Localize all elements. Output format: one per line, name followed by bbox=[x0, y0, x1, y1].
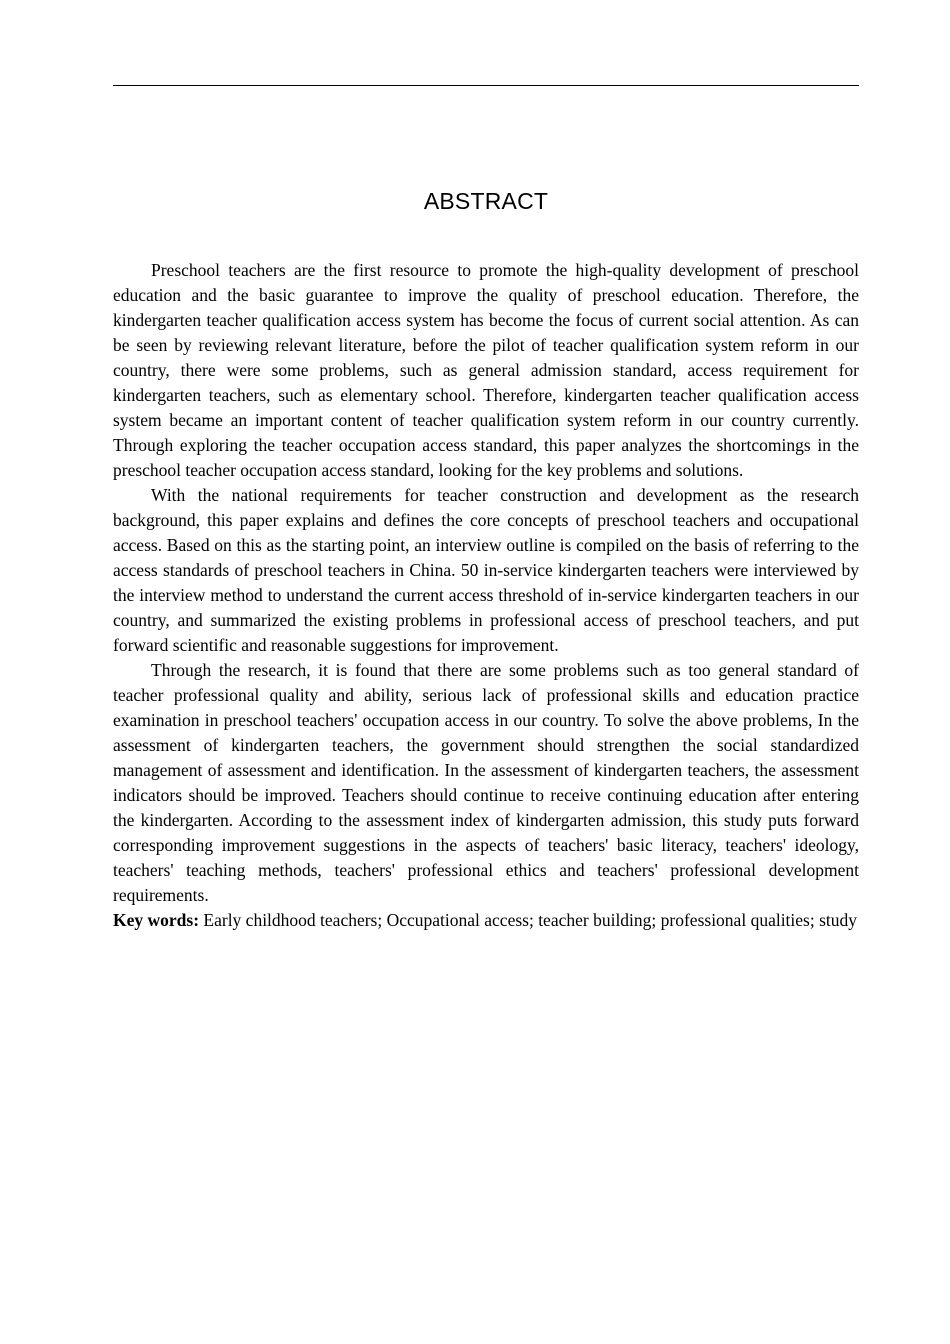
keywords-line bbox=[113, 908, 859, 933]
abstract-paragraph-2: With the national requirements for teacher construction and development as the research background, this paper explains and defines the core concepts of preschool teachers and occupational access. Based on this as the starting point, an interview outline is compiled on the basis of referring to the access standards of preschool teachers in China. 50 in-service kindergarten teachers were interviewed by the interview method to understand the current access threshold of in-service kindergarten teachers in our country, and summarized the existing problems in professional access of preschool teachers, and put forward scientific and reasonable suggestions for improvement. bbox=[113, 485, 859, 655]
keywords-text: Early childhood teachers; Occupational access; teacher building; professional qualities; study bbox=[203, 910, 858, 930]
page-title: ABSTRACT bbox=[423, 188, 549, 214]
abstract-paragraph-1: Preschool teachers are the first resource to promote the high-quality development of preschool education and the basic guarantee to improve the quality of preschool education. Therefore, the kindergarten teacher qualification access system has become the focus of current social attention. As can be seen by reviewing relevant literature, before the pilot of teacher qualification system reform in our country, there were some problems, such as general admission standard, access requirement for kindergarten teachers, such as elementary school. Therefore, kindergarten teacher qualification access system became an important content of teacher qualification system reform in our country currently. Through exploring the teacher occupation access standard, this paper analyzes the shortcomings in the preschool teacher occupation access standard, looking for the key problems and solutions. bbox=[113, 260, 859, 480]
abstract-body bbox=[113, 258, 859, 933]
abstract-paragraph-3: Through the research, it is found that there are some problems such as too general standard of teacher professional quality and ability, serious lack of professional skills and education practice examination in preschool teachers' occupation access in our country. To solve the above problems, In the assessment of kindergarten teachers, the government should strengthen the social standardized management of assessment and identification. In the assessment of kindergarten teachers, the assessment indicators should be improved. Teachers should continue to receive continuing education after entering the kindergarten. According to the assessment index of kindergarten admission, this study puts forward corresponding improvement suggestions in the aspects of teachers' basic literacy, teachers' ideology, teachers' teaching methods, teachers' professional ethics and teachers' professional development requirements. bbox=[113, 660, 859, 905]
header-rule bbox=[113, 85, 859, 86]
keywords-label: Key words: bbox=[113, 910, 200, 930]
